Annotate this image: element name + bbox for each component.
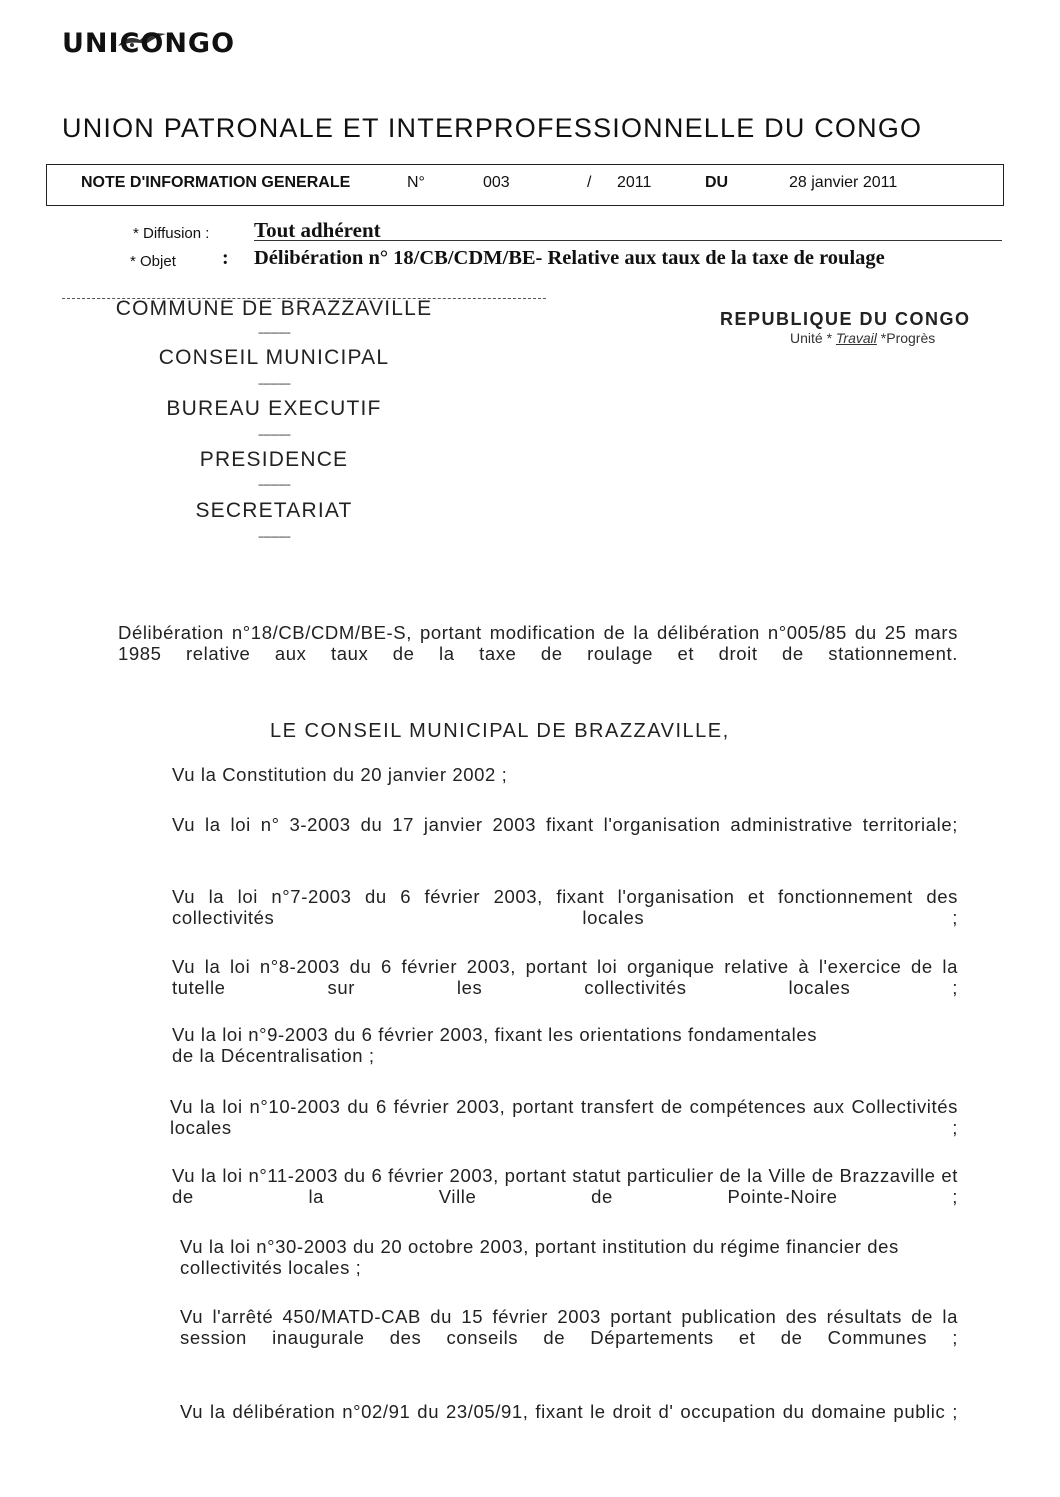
- objet-colon: :: [222, 247, 229, 269]
- consideration-item: Vu la loi n°30-2003 du 20 octobre 2003, portant institution du régime financier des collectivités locales ;: [180, 1236, 899, 1278]
- council-heading: LE CONSEIL MUNICIPAL DE BRAZZAVILLE,: [270, 720, 730, 742]
- republique-heading: REPUBLIQUE DU CONGO: [720, 309, 971, 329]
- diffusion-underline: [254, 240, 1002, 241]
- note-du-label: DU: [705, 174, 729, 191]
- dash-separator: ------------: [258, 327, 290, 339]
- objet-label: * Objet: [130, 253, 176, 270]
- note-number-label: N°: [407, 174, 425, 191]
- note-number: 003: [483, 174, 510, 191]
- motto-progres: *Progrès: [880, 330, 936, 346]
- national-motto: [790, 330, 935, 346]
- logo: [62, 28, 235, 59]
- logo-text: UNICONGO: [62, 28, 236, 59]
- consideration-item: Vu la loi n°11-2003 du 6 février 2003, portant statut particulier de la Ville de Brazzaville et de la Ville de Pointe-Noire ;: [172, 1165, 958, 1207]
- conseil-heading: CONSEIL MUNICIPAL: [158, 346, 390, 369]
- note-label: NOTE D'INFORMATION GENERALE: [81, 174, 351, 191]
- diffusion-label: * Diffusion :: [133, 225, 210, 242]
- consideration-item: Vu la Constitution du 20 janvier 2002 ;: [172, 764, 508, 785]
- bureau-heading: BUREAU EXECUTIF: [166, 397, 382, 420]
- note-year: 2011: [617, 174, 652, 191]
- organization-name: UNION PATRONALE ET INTERPROFESSIONNELLE DU CONGO: [62, 113, 923, 143]
- presidence-heading: PRESIDENCE: [199, 448, 349, 471]
- note-slash: /: [587, 174, 592, 191]
- commune-heading: COMMUNE DE BRAZZAVILLE: [115, 297, 433, 320]
- consideration-item: Vu la loi n°7-2003 du 6 février 2003, fixant l'organisation et fonctionnement des collectivités locales ;: [172, 886, 958, 928]
- dash-separator: ------------: [258, 429, 290, 441]
- dash-separator: ------------: [258, 378, 290, 390]
- secretariat-heading: SECRETARIAT: [195, 499, 353, 522]
- consideration-item: Vu la loi n° 3-2003 du 17 janvier 2003 fixant l'organisation administrative territoriale;: [172, 814, 958, 835]
- consideration-item: Vu la loi n°8-2003 du 6 février 2003, portant loi organique relative à l'exercice de la tutelle sur les collectivités locales ;: [172, 956, 958, 998]
- deliberation-intro: Délibération n°18/CB/CDM/BE-S, portant modification de la délibération n°005/85 du 25 mars 1985 relative aux taux de la taxe de roulage et droit de stationnement.: [118, 622, 958, 664]
- motto-unite: Unité *: [790, 330, 833, 346]
- consideration-item: Vu l'arrêté 450/MATD-CAB du 15 février 2003 portant publication des résultats de la session inaugurale des conseils de Départements et de Communes ;: [180, 1306, 958, 1348]
- note-date: 28 janvier 2011: [789, 174, 898, 191]
- objet-value: Délibération n° 18/CB/CDM/BE- Relative aux taux de la taxe de roulage: [254, 247, 885, 269]
- note-info-box: [46, 164, 1004, 206]
- consideration-item: Vu la délibération n°02/91 du 23/05/91, fixant le droit d' occupation du domaine public ;: [180, 1401, 958, 1422]
- dash-separator: ------------: [258, 479, 290, 491]
- motto-travail: Travail: [835, 330, 877, 346]
- dash-separator: ------------: [258, 531, 290, 543]
- consideration-item: Vu la loi n°9-2003 du 6 février 2003, fixant les orientations fondamentales de la Décentralisation ;: [172, 1024, 818, 1066]
- consideration-item: Vu la loi n°10-2003 du 6 février 2003, portant transfert de compétences aux Collectivités locales ;: [170, 1096, 958, 1138]
- diffusion-value: Tout adhérent: [254, 218, 381, 242]
